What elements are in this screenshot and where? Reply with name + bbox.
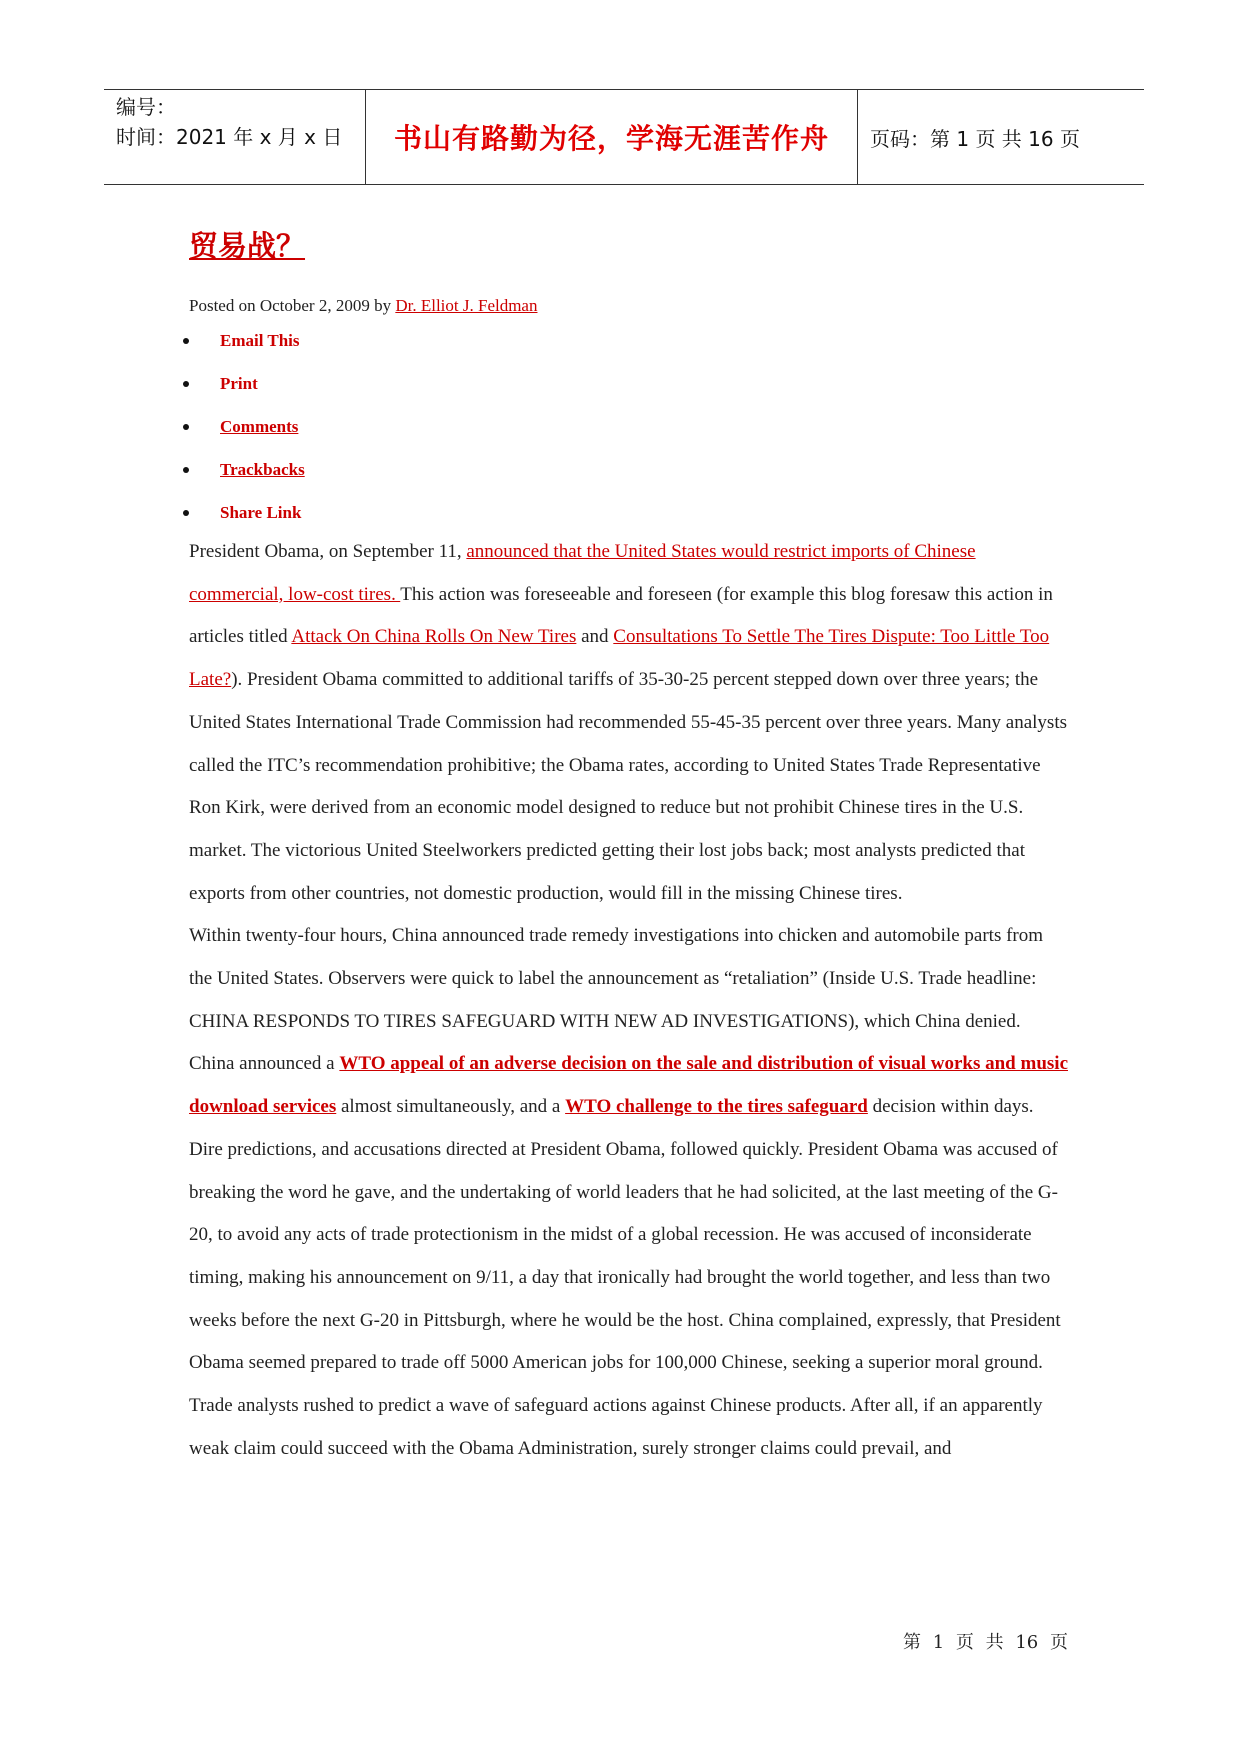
page-header: [104, 89, 1144, 185]
article-body: [189, 531, 1069, 1470]
article: [189, 221, 1069, 1470]
header-motto: 书山有路勤为径，学海无涯苦作舟: [366, 90, 858, 184]
obama-announcement-link[interactable]: announced that the United States would restrict imports of Chinese commercial, low-cost tires.: [189, 541, 976, 605]
wto-challenge-link[interactable]: WTO challenge to the tires safeguard: [565, 1096, 868, 1118]
posted-line: [189, 293, 1069, 319]
author-link[interactable]: Dr. Elliot J. Feldman: [395, 296, 538, 315]
number-label: 编号：: [116, 95, 176, 119]
wto-appeal-link[interactable]: WTO appeal of an adverse decision on the sale and distribution of visual works and music download services: [189, 1053, 1068, 1118]
posted-prefix: Posted on October 2, 2009 by: [189, 296, 396, 315]
paragraph-2: Within twenty-four hours, China announced trade remedy investigations into chicken and automobile parts from the United States. Observers were quick to label the announcement as “retaliation” (Inside U.S. Trade headline: CHINA RESPONDS TO TIRES SAFEGUARD WITH NEW AD INVESTIGATIONS), which China denied. China announced a WTO appeal of an adverse decision on the sale and distribution of visual works and music download services almost simultaneously, and a WTO challenge to the tires safeguard decision within days.: [189, 925, 1068, 1118]
page-footer: 第 1 页 共 16 页: [903, 1632, 1068, 1653]
trackbacks-link[interactable]: Trackbacks: [189, 457, 1069, 500]
header-page-label: 页码：第 1 页 共 16 页: [870, 126, 1080, 151]
comments-link[interactable]: Comments: [189, 414, 1069, 457]
share-actions: [189, 328, 1069, 543]
paragraph-3: Dire predictions, and accusations directed at President Obama, followed quickly. President Obama was accused of breaking the word he gave, and the undertaking of world leaders that he had solicited, at the last meeting of the G-20, to avoid any acts of trade protectionism in the midst of a global recession. He was accused of inconsiderate timing, making his announcement on 9/11, a day that ironically had brought the world together, and less than two weeks before the next G-20 in Pittsburgh, where he would be the host. China complained, expressly, that President Obama seemed prepared to trade off 5000 American jobs for 100,000 Chinese, seeking a superior moral ground. Trade analysts rushed to predict a wave of safeguard actions against Chinese products. After all, if an apparently weak claim could succeed with the Obama Administration, surely stronger claims could prevail, and: [189, 1138, 1061, 1459]
header-meta: [104, 90, 366, 184]
share-link-action[interactable]: Share Link: [189, 500, 1069, 543]
consultations-link[interactable]: Consultations To Settle The Tires Dispute: Too Little Too Late?: [189, 626, 1050, 691]
print-action[interactable]: Print: [189, 371, 1069, 414]
attack-on-china-link[interactable]: Attack On China Rolls On New Tires: [291, 626, 577, 648]
paragraph-1: President Obama, on September 11, announced that the United States would restrict imports of Chinese commercial, low-cost tires. This action was foreseeable and foreseen (for example this blog foresaw this action in articles titled Attack On China Rolls On New Tires and Consultations To Settle The Tires Dispute: Too Little Too Late?). President Obama committed to additional tariffs of 35-30-25 percent stepped down over three years; the United States International Trade Commission had recommended 55-45-35 percent over three years. Many analysts called the ITC’s recommendation prohibitive; the Obama rates, according to United States Trade Representative Ron Kirk, were derived from an economic model designed to reduce but not prohibit Chinese tires in the U.S. market. The victorious United Steelworkers predicted getting their lost jobs back; most analysts predicted that exports from other countries, not domestic production, would fill in the missing Chinese tires.: [189, 541, 1067, 904]
email-this-action[interactable]: Email This: [189, 328, 1069, 371]
time-label: 时间：2021 年 x 月 x 日: [116, 125, 343, 149]
article-title: 贸易战？: [189, 229, 306, 263]
